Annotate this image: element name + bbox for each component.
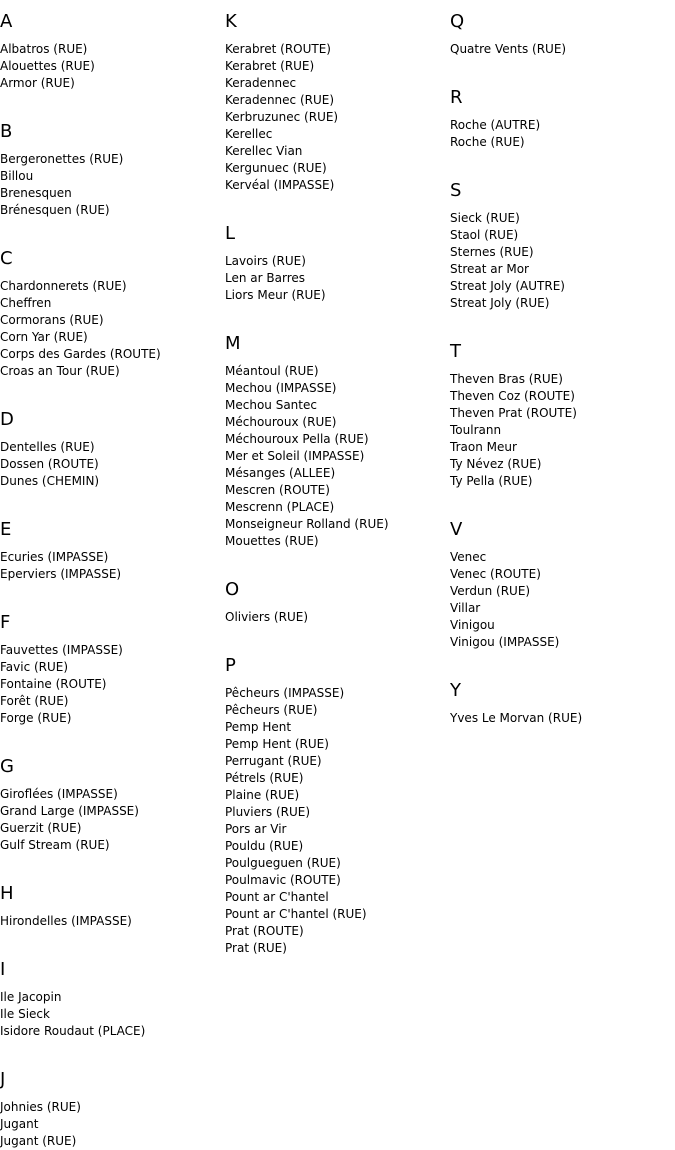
street-item: Pemp Hent: [225, 720, 292, 734]
letter-heading: P: [225, 655, 236, 676]
street-item: Kerabret (ROUTE): [225, 42, 331, 56]
street-item: Ty Pella (RUE): [450, 474, 533, 488]
street-item: Dossen (ROUTE): [0, 457, 99, 471]
street-item: Theven Coz (ROUTE): [450, 389, 575, 403]
street-item: Guerzit (RUE): [0, 821, 82, 835]
letter-heading: S: [450, 180, 462, 201]
letter-heading: V: [450, 519, 463, 540]
street-item: Pluviers (RUE): [225, 805, 311, 819]
street-item: Johnies (RUE): [0, 1100, 81, 1114]
street-item: Armor (RUE): [0, 76, 75, 90]
street-item: Méantoul (RUE): [225, 364, 319, 378]
letter-heading: H: [0, 883, 14, 904]
street-list: [450, 710, 672, 727]
street-list: [0, 278, 222, 380]
letter-heading: Q: [450, 11, 465, 32]
street-item: Ty Névez (RUE): [450, 457, 542, 471]
street-list: [225, 609, 447, 626]
street-item: Streat Joly (AUTRE): [450, 279, 565, 293]
street-column-3: [450, 0, 672, 727]
street-item: Theven Prat (ROUTE): [450, 406, 577, 420]
street-item: Poulgueguen (RUE): [225, 856, 341, 870]
street-item: Kerabret (RUE): [225, 59, 315, 73]
letter-group: [0, 612, 222, 727]
street-item: Toulrann: [450, 423, 502, 437]
street-item: Quatre Vents (RUE): [450, 42, 567, 56]
street-item: Lavoirs (RUE): [225, 254, 306, 268]
street-item: Bergeronettes (RUE): [0, 152, 124, 166]
street-item: Ile Jacopin: [0, 990, 62, 1004]
letter-group: [0, 959, 222, 1040]
street-item: Pêcheurs (IMPASSE): [225, 686, 345, 700]
street-item: Pemp Hent (RUE): [225, 737, 329, 751]
street-item: Brénesquen (RUE): [0, 203, 110, 217]
street-item: Streat ar Mor: [450, 262, 529, 276]
street-item: Corps des Gardes (ROUTE): [0, 347, 161, 361]
street-item: Poulmavic (ROUTE): [225, 873, 341, 887]
letter-group: [225, 579, 447, 626]
street-list: [0, 41, 222, 92]
street-item: Croas an Tour (RUE): [0, 364, 120, 378]
street-item: Sieck (RUE): [450, 211, 520, 225]
street-item: Keradennec: [225, 76, 297, 90]
street-item: Corn Yar (RUE): [0, 330, 88, 344]
street-list: [450, 371, 672, 490]
street-list: [0, 989, 222, 1040]
letter-group: [0, 11, 222, 92]
street-item: Chardonnerets (RUE): [0, 279, 127, 293]
street-item: Roche (AUTRE): [450, 118, 541, 132]
letter-group: [450, 519, 672, 651]
street-item: Méchouroux Pella (RUE): [225, 432, 369, 446]
street-item: Streat Joly (RUE): [450, 296, 550, 310]
street-item: Staol (RUE): [450, 228, 519, 242]
street-item: Verdun (RUE): [450, 584, 531, 598]
street-item: Vinigou (IMPASSE): [450, 635, 560, 649]
letter-heading: C: [0, 248, 13, 269]
letter-heading: G: [0, 756, 14, 777]
street-item: Mésanges (ALLEE): [225, 466, 336, 480]
street-item: Mechou Santec: [225, 398, 317, 412]
street-item: Brenesquen: [0, 186, 72, 200]
letter-heading: A: [0, 11, 13, 32]
street-item: Forêt (RUE): [0, 694, 69, 708]
street-item: Monseigneur Rolland (RUE): [225, 517, 389, 531]
street-list: [0, 549, 222, 583]
street-list: [0, 1099, 222, 1150]
street-item: Méchouroux (RUE): [225, 415, 337, 429]
street-item: Forge (RUE): [0, 711, 72, 725]
letter-group: [225, 11, 447, 194]
street-item: Keradennec (RUE): [225, 93, 335, 107]
street-list: [450, 549, 672, 651]
letter-group: [450, 341, 672, 490]
street-item: Prat (RUE): [225, 941, 287, 955]
street-item: Isidore Roudaut (PLACE): [0, 1024, 146, 1038]
street-item: Favic (RUE): [0, 660, 69, 674]
letter-group: [0, 121, 222, 219]
letter-group: [0, 1069, 222, 1150]
letter-group: [450, 180, 672, 312]
street-item: Jugant: [0, 1117, 39, 1131]
street-item: Mer et Soleil (IMPASSE): [225, 449, 365, 463]
letter-heading: M: [225, 333, 241, 354]
street-item: Pouldu (RUE): [225, 839, 304, 853]
street-item: Albatros (RUE): [0, 42, 88, 56]
street-column-1: [0, 0, 222, 1150]
letter-heading: B: [0, 121, 13, 142]
letter-group: [450, 11, 672, 58]
street-item: Pétrels (RUE): [225, 771, 304, 785]
street-item: Jugant (RUE): [0, 1134, 77, 1148]
letter-heading: Y: [450, 680, 461, 701]
letter-heading: I: [0, 959, 6, 980]
street-item: Ecuries (IMPASSE): [0, 550, 109, 564]
street-item: Fauvettes (IMPASSE): [0, 643, 123, 657]
letter-heading: R: [450, 87, 463, 108]
street-list: [225, 685, 447, 957]
letter-heading: T: [450, 341, 461, 362]
street-item: Prat (ROUTE): [225, 924, 304, 938]
street-item: Giroflées (IMPASSE): [0, 787, 118, 801]
street-list: [450, 210, 672, 312]
street-item: Dentelles (RUE): [0, 440, 95, 454]
street-item: Ile Sieck: [0, 1007, 50, 1021]
street-item: Mouettes (RUE): [225, 534, 319, 548]
letter-group: [0, 409, 222, 490]
street-item: Pount ar C'hantel: [225, 890, 329, 904]
street-list: [450, 41, 672, 58]
street-list: [450, 117, 672, 151]
letter-group: [450, 680, 672, 727]
street-list: [0, 786, 222, 854]
street-list: [225, 363, 447, 550]
street-item: Mescrenn (PLACE): [225, 500, 335, 514]
letter-group: [225, 655, 447, 957]
letter-group: [0, 519, 222, 583]
street-item: Kervéal (IMPASSE): [225, 178, 335, 192]
letter-heading: E: [0, 519, 12, 540]
street-list: [0, 439, 222, 490]
street-item: Len ar Barres: [225, 271, 305, 285]
letter-heading: K: [225, 11, 237, 32]
street-item: Perrugant (RUE): [225, 754, 322, 768]
street-item: Grand Large (IMPASSE): [0, 804, 139, 818]
street-item: Fontaine (ROUTE): [0, 677, 107, 691]
street-list: [225, 253, 447, 304]
street-item: Kergunuec (RUE): [225, 161, 327, 175]
street-item: Roche (RUE): [450, 135, 525, 149]
street-item: Mescren (ROUTE): [225, 483, 330, 497]
street-item: Villar: [450, 601, 481, 615]
street-item: Pêcheurs (RUE): [225, 703, 318, 717]
street-item: Venec: [450, 550, 487, 564]
street-item: Mechou (IMPASSE): [225, 381, 337, 395]
letter-group: [0, 883, 222, 930]
letter-heading: F: [0, 612, 11, 633]
street-item: Alouettes (RUE): [0, 59, 95, 73]
street-item: Theven Bras (RUE): [450, 372, 563, 386]
letter-group: [450, 87, 672, 151]
street-item: Sternes (RUE): [450, 245, 534, 259]
street-item: Hirondelles (IMPASSE): [0, 914, 132, 928]
street-list: [0, 151, 222, 219]
street-item: Cormorans (RUE): [0, 313, 104, 327]
street-item: Kerellec Vian: [225, 144, 303, 158]
street-item: Eperviers (IMPASSE): [0, 567, 122, 581]
street-column-2: [225, 0, 447, 957]
street-list: [0, 913, 222, 930]
letter-group: [225, 333, 447, 550]
street-item: Gulf Stream (RUE): [0, 838, 110, 852]
letter-group: [225, 223, 447, 304]
letter-heading: L: [225, 223, 236, 244]
street-list: [0, 642, 222, 727]
street-item: Kerbruzunec (RUE): [225, 110, 339, 124]
street-item: Traon Meur: [450, 440, 517, 454]
street-item: Pors ar Vir: [225, 822, 287, 836]
street-item: Yves Le Morvan (RUE): [450, 711, 583, 725]
street-item: Billou: [0, 169, 34, 183]
street-item: Plaine (RUE): [225, 788, 300, 802]
street-item: Cheffren: [0, 296, 52, 310]
letter-heading: O: [225, 579, 240, 600]
letter-heading: D: [0, 409, 14, 430]
letter-group: [0, 756, 222, 854]
street-item: Venec (ROUTE): [450, 567, 541, 581]
street-list: [225, 41, 447, 194]
letter-group: [0, 248, 222, 380]
street-item: Kerellec: [225, 127, 273, 141]
street-item: Dunes (CHEMIN): [0, 474, 100, 488]
street-item: Liors Meur (RUE): [225, 288, 326, 302]
letter-heading: J: [0, 1069, 6, 1090]
street-item: Vinigou: [450, 618, 495, 632]
street-item: Oliviers (RUE): [225, 610, 308, 624]
street-item: Pount ar C'hantel (RUE): [225, 907, 367, 921]
